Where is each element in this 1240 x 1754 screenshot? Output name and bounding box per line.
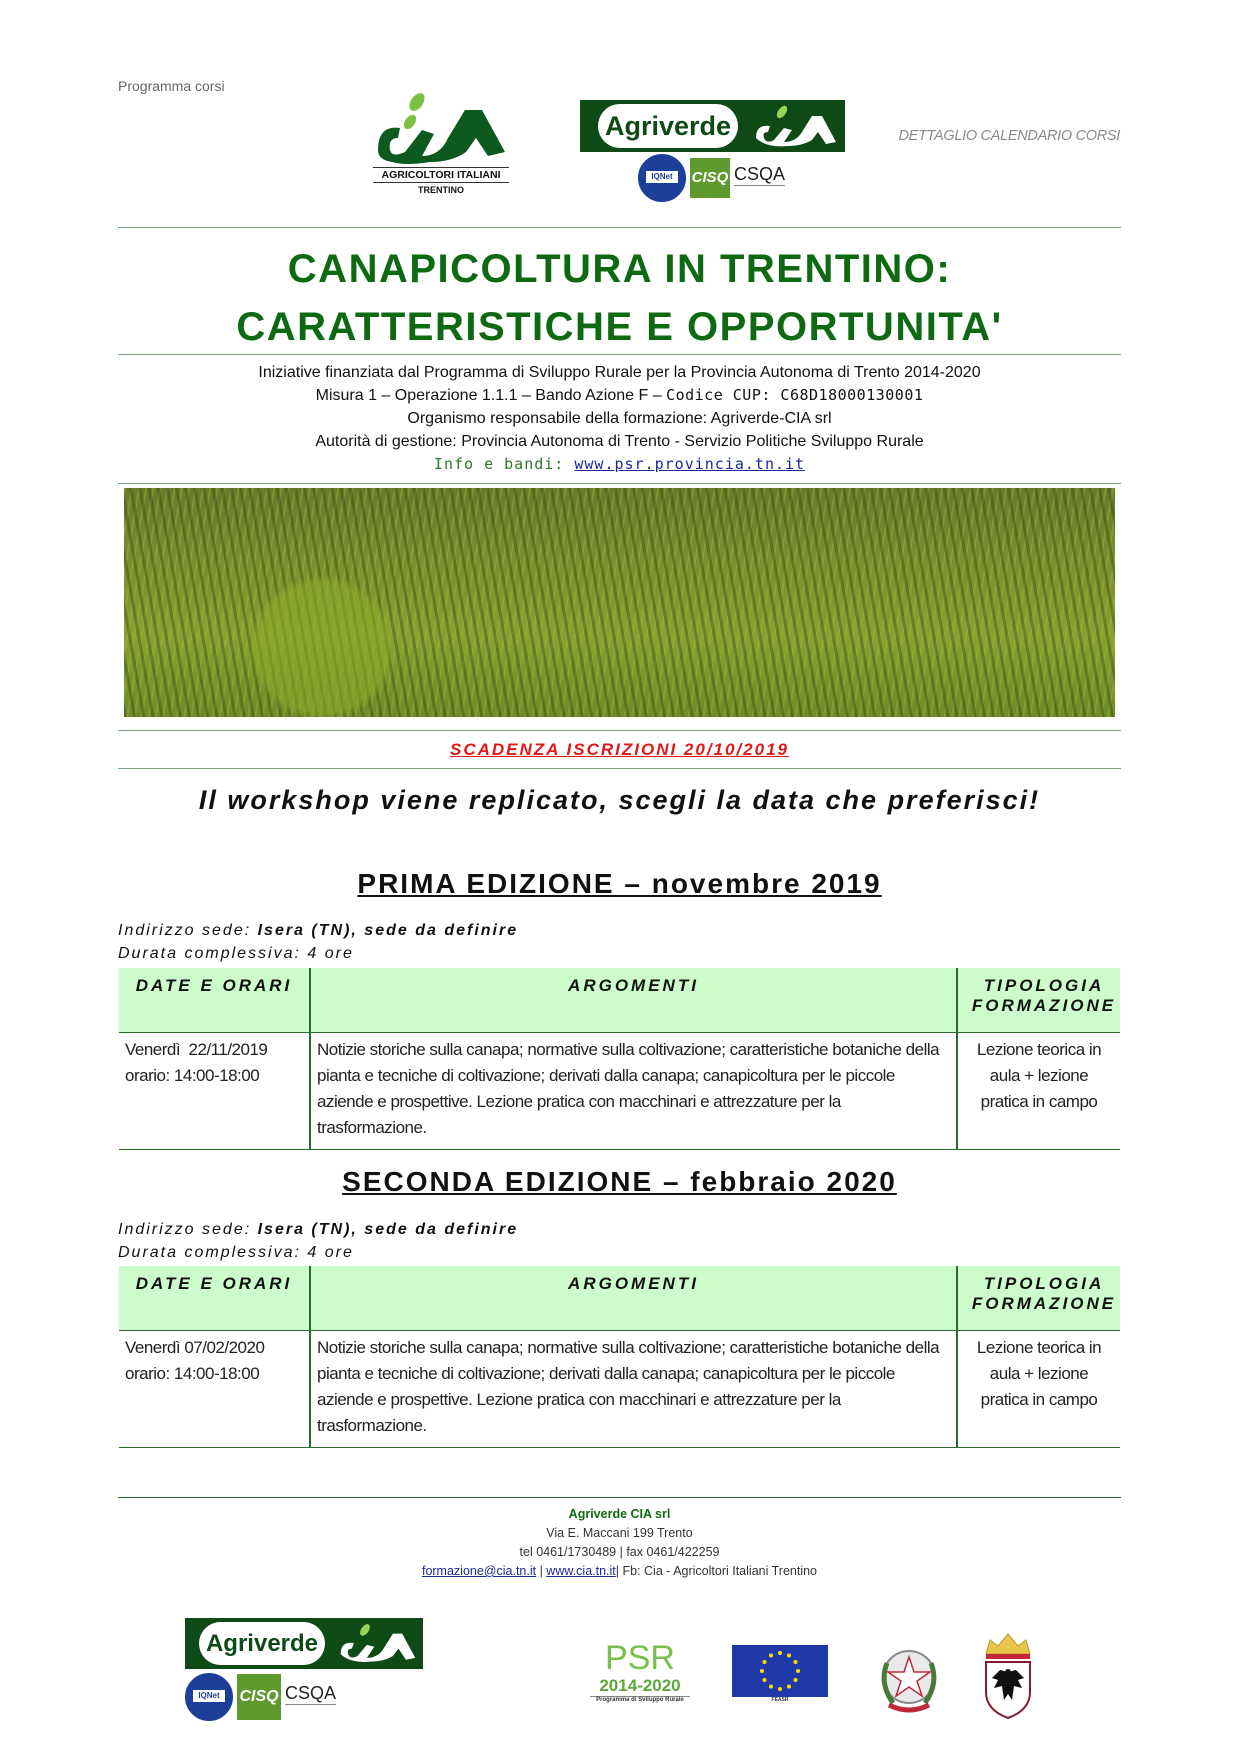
funding-info xyxy=(118,361,1121,476)
session-time: orario: 14:00-18:00 xyxy=(125,1066,260,1085)
edition-2-address-value: Isera (TN), sede da definire xyxy=(257,1221,519,1238)
eu-logo-caption: FEASR xyxy=(771,1697,789,1703)
eu-flag-icon xyxy=(732,1645,828,1697)
course-title-line2: CARATTERISTICHE E OPPORTUNITA' xyxy=(236,305,1003,349)
col-header-topics: ARGOMENTI xyxy=(310,1266,957,1331)
italian-republic-emblem-icon xyxy=(875,1643,943,1715)
footer-links xyxy=(118,1562,1121,1581)
hemp-field-photo xyxy=(124,488,1115,717)
iqnet-logo: IQNet xyxy=(638,154,686,202)
funding-line: Iniziative finanziata dal Programma di Sviluppo Rurale per la Provincia Autonoma di Trento 2014-2020 xyxy=(258,364,981,381)
col-header-topics: ARGOMENTI xyxy=(310,968,957,1033)
cia-logo-mark xyxy=(370,90,515,168)
edition-2-table xyxy=(119,1266,1120,1448)
measure-text: Misura 1 – Operazione 1.1.1 – Bando Azione F – xyxy=(315,387,667,404)
session-date: Venerdì 22/11/2019 xyxy=(125,1040,268,1059)
table-row xyxy=(119,1331,1120,1448)
session-date: Venerdì 07/02/2020 xyxy=(125,1338,265,1357)
csqa-logo-text: CSQA xyxy=(734,164,786,184)
csqa-logo-text: CSQA xyxy=(285,1683,337,1703)
divider xyxy=(118,730,1121,731)
csqa-logo xyxy=(734,164,785,192)
cell-topics: Notizie storiche sulla canapa; normative sulla coltivazione; caratteristiche botaniche della pianta e tecniche di coltivazione; derivati dalla canapa; canapicoltura per le piccole aziende e prospettive. Lezione pratica con macchinari e attrezzature per la trasformazione. xyxy=(310,1331,957,1448)
course-title-line1: CANAPICOLTURA IN TRENTINO: xyxy=(287,247,952,291)
cia-logo-line1: AGRICOLTORI ITALIANI xyxy=(373,167,509,183)
agriverde-logo-word: Agriverde xyxy=(598,104,738,148)
psr-logo-mark: PSR xyxy=(605,1639,675,1677)
edition-1-address: Indirizzo sede: Isera (TN), sede da definire xyxy=(118,922,519,939)
email-link[interactable]: formazione@cia.tn.it xyxy=(421,1564,537,1578)
cia-logo-line2: TRENTINO xyxy=(418,185,464,195)
header-label: Programma corsi xyxy=(118,78,225,94)
edition-1-table xyxy=(119,968,1120,1150)
divider xyxy=(118,483,1121,484)
psr-logo xyxy=(590,1640,690,1703)
info-link-label: Info e bandi: xyxy=(433,455,575,473)
cisq-logo: CISQ xyxy=(237,1674,281,1720)
authority-line: Autorità di gestione: Provincia Autonoma di Trento - Servizio Politiche Sviluppo Rurale xyxy=(315,433,924,450)
header-right-title: DETTAGLIO CALENDARIO CORSI xyxy=(898,128,1120,144)
footer-address: Via E. Maccani 199 Trento xyxy=(546,1526,693,1540)
table-row xyxy=(119,1033,1120,1150)
cell-date xyxy=(119,1331,310,1448)
separator: | xyxy=(536,1564,547,1578)
table-header-row xyxy=(119,1266,1120,1331)
eu-feasr-logo xyxy=(732,1645,828,1703)
cisq-logo: CISQ xyxy=(690,158,730,198)
agriverde-logo-footer xyxy=(185,1618,425,1723)
col-header-dates: DATE E ORARI xyxy=(119,1266,310,1331)
website-link[interactable]: www.cia.tn.it xyxy=(546,1564,616,1578)
footer-contacts xyxy=(118,1505,1121,1581)
agriverde-logo xyxy=(580,100,845,200)
workshop-tagline: Il workshop viene replicato, scegli la data che preferisci! xyxy=(198,785,1041,815)
psr-logo-years: 2014-2020 xyxy=(590,1676,690,1697)
cia-mini-mark xyxy=(337,1622,419,1664)
cell-topics: Notizie storiche sulla canapa; normative sulla coltivazione; caratteristiche botaniche della pianta e tecniche di coltivazione; derivati dalla canapa; canapicoltura per le piccole aziende e prospettive. Lezione pratica con macchinari e attrezzature per la trasformazione. xyxy=(310,1033,957,1150)
trentino-coat-of-arms-icon xyxy=(980,1630,1036,1720)
agriverde-logo-footer-word: Agriverde xyxy=(199,1622,325,1665)
session-time: orario: 14:00-18:00 xyxy=(125,1364,260,1383)
cia-logo xyxy=(370,90,515,200)
edition-2-title: SECONDA EDIZIONE – febbraio 2020 xyxy=(342,1166,897,1197)
edition-1-address-value: Isera (TN), sede da definire xyxy=(257,922,519,939)
col-header-dates: DATE E ORARI xyxy=(119,968,310,1033)
info-link-line xyxy=(118,453,1121,476)
measure-line xyxy=(118,384,1121,407)
divider xyxy=(118,354,1121,355)
psr-website-link[interactable]: www.psr.provincia.tn.it xyxy=(574,455,806,473)
organism-line: Organismo responsabile della formazione: Agriverde-CIA srl xyxy=(407,410,832,427)
cia-mini-mark xyxy=(752,104,840,148)
divider xyxy=(118,768,1121,769)
registration-deadline: SCADENZA ISCRIZIONI 20/10/2019 xyxy=(449,740,789,759)
course-title xyxy=(118,240,1121,356)
cell-date xyxy=(119,1033,310,1150)
cup-code: Codice CUP: C68D18000130001 xyxy=(666,386,924,404)
facebook-text: | Fb: Cia - Agricoltori Italiani Trentino xyxy=(615,1564,818,1578)
cell-type: Lezione teorica in aula + lezione pratica in campo xyxy=(976,1338,1102,1409)
edition-2-duration: Durata complessiva: 4 ore xyxy=(118,1244,354,1261)
footer-phone: tel 0461/1730489 | fax 0461/422259 xyxy=(519,1545,720,1559)
divider xyxy=(118,227,1121,228)
edition-1-title: PRIMA EDIZIONE – novembre 2019 xyxy=(357,868,882,899)
cell-type: Lezione teorica in aula + lezione pratica in campo xyxy=(976,1040,1102,1111)
col-header-type: TIPOLOGIA FORMAZIONE xyxy=(957,1266,1120,1331)
col-header-type: TIPOLOGIA FORMAZIONE xyxy=(957,968,1120,1033)
table-header-row xyxy=(119,968,1120,1033)
edition-1-duration: Durata complessiva: 4 ore xyxy=(118,945,354,962)
csqa-logo xyxy=(285,1683,336,1711)
iqnet-logo: IQNet xyxy=(185,1673,233,1721)
psr-logo-caption: Programma di Sviluppo Rurale xyxy=(596,1697,684,1703)
footer-company: Agriverde CIA srl xyxy=(568,1507,671,1521)
footer-divider xyxy=(118,1497,1121,1498)
edition-2-address: Indirizzo sede: Isera (TN), sede da definire xyxy=(118,1221,519,1238)
